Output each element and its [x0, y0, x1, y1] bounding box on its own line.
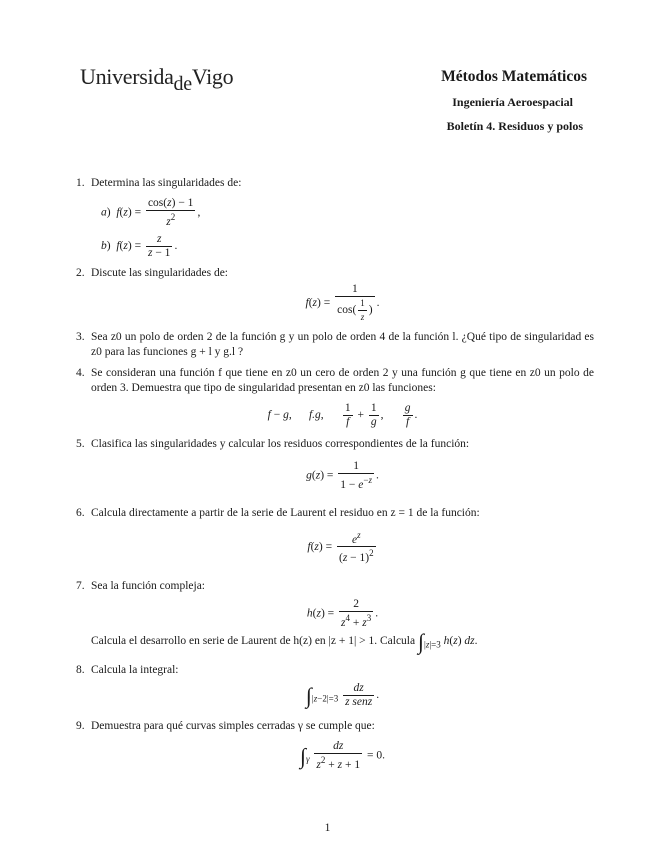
- problem-7-part2: Calcula el desarrollo en serie de Laurent de h(z) en |z + 1| > 1. Calcula $\int_{|z|=3}$ h(z) dz.: [91, 629, 478, 655]
- problem-6: 6. Calcula directamente a partir de la serie de Laurent el residuo en z = 1 de la función: f(z) = $\frac{e^z}{(z - 1)^2}$: [76, 506, 594, 566]
- formula-2: f(z) = 1 cos( $\frac{1}{z}$ ) .: [305, 282, 380, 322]
- problem-2: 2. Discute las singularidades de: f(z) = 1 cos( $\frac{1}{z}$ ) .: [76, 266, 594, 324]
- problem-3: 3. Sea z0 un polo de orden 2 de la función g y un polo de orden 4 de la función l. ¿Qué tipo de singularidad es z0 para las funciones g + l y g.l ?: [76, 330, 594, 358]
- sheet-title: Boletín 4. Residuos y polos: [446, 119, 583, 133]
- problem-1-cases: [91, 197, 594, 260]
- problem-9: 9. Demuestra para qué curvas simples cerradas γ se cumple que: $\int_\gamma$ $\frac{dz}{z^2 + z + 1}$ = 0.: [76, 719, 594, 772]
- formula-6: f(z) = $\frac{e^z}{(z - 1)^2}$: [307, 529, 374, 565]
- case-a: a) f(z) = $\frac{\cos(z) - 1}{z^2}$ ,: [101, 197, 201, 228]
- problem-7: 7. Sea la función compleja: h(z) = $\frac{2}{z^4 + z^3}$ . Calcula el desarrollo en serie de Laurent de h(z) en |z + 1| > 1. Calcula $\int_{|z|=3}$ h(z) dz.: [76, 579, 594, 652]
- problem-1: 1. Determina las singularidades de: a) f(z) = $\frac{\cos(z) - 1}{z^2}$ , b) f(z) = $\frac{z}{z - 1}$ .: [76, 176, 594, 260]
- formula-8: $\int_{|z-2|=3}$ $\frac{dz}{\text{z senz}}$ .: [305, 681, 380, 708]
- course-title: Métodos Matemáticos: [441, 68, 587, 85]
- formula-4: f − g, f.g, $\frac{1}{f}$ + $\frac{1}{g}$ , $\frac{g}{f}$ .: [267, 401, 418, 428]
- formula-5: g(z) = $\frac{1}{1 - e^{-z}}$ .: [306, 459, 379, 491]
- problem-8: 8. Calcula la integral: $\int_{|z-2|=3}$ $\frac{dz}{\text{z senz}}$ .: [76, 663, 594, 709]
- university-logo: UniversidadeVigo: [80, 64, 234, 95]
- formula-7: h(z) = $\frac{2}{z^4 + z^3}$ .: [306, 598, 379, 630]
- problem-4: 4. Se consideran una función f que tiene en z0 un cero de orden 2 y una función g que tiene en z0 un polo de orden 3. Demuestra que tipo de singularidad presentan en z0 las funciones: f − g, f.g, $\frac{1}{f}$ + $\frac{1}{g}$ , $\frac{g}{f}$ .: [76, 366, 594, 428]
- degree-name: Ingeniería Aeroespacial: [452, 95, 573, 109]
- problem-list: [76, 176, 594, 775]
- formula-9: $\int_\gamma$ $\frac{dz}{z^2 + z + 1}$ = 0.: [299, 739, 386, 771]
- problem-5: 5. Clasifica las singularidades y calcular los residuos correspondientes de la función: g(z) = $\frac{1}{1 - e^{-z}}$ .: [76, 437, 594, 492]
- case-b: b) f(z) = $\frac{z}{z - 1}$ .: [101, 232, 178, 259]
- page-number: 1: [324, 822, 331, 834]
